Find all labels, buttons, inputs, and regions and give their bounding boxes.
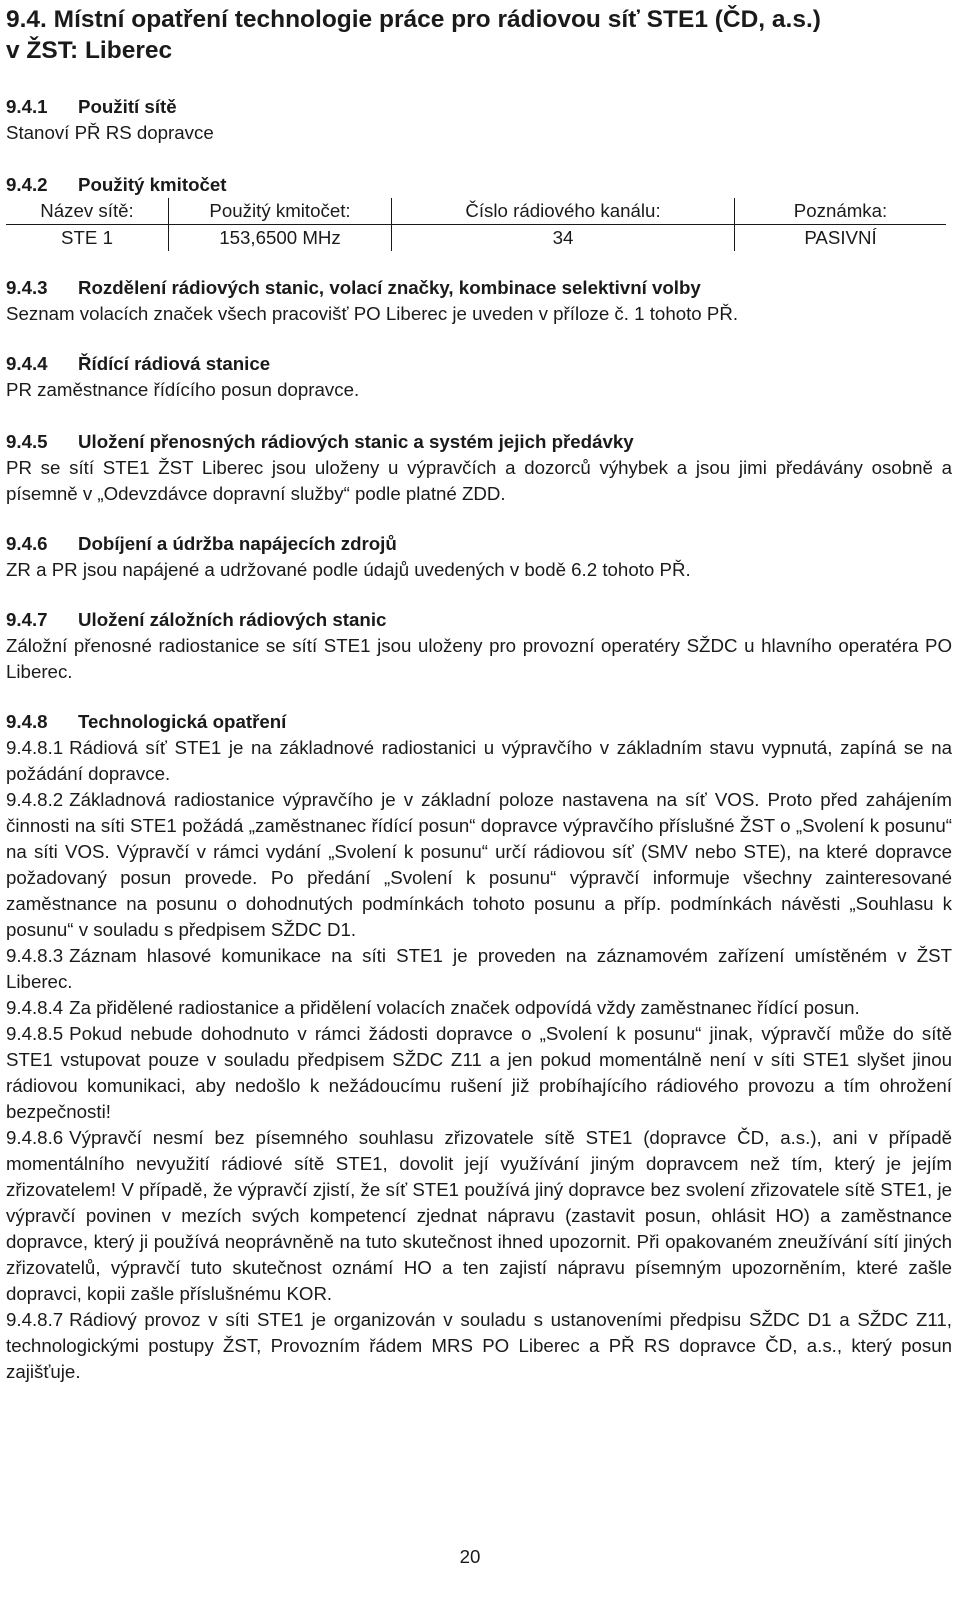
table-cell: 34 [392, 225, 735, 252]
paragraph-9-4-8-4: 9.4.8.4 Za přidělené radiostanice a přidělení volacích značek odpovídá vždy zaměstnanec řídící posun. [6, 997, 860, 1018]
chapter-title [6, 0, 952, 66]
section-heading: 9.4.3 Rozdělení rádiových stanic, volací značky, kombinace selektivní volby [6, 277, 701, 298]
table-header-cell: Poznámka: [735, 198, 947, 225]
table-header-row [6, 198, 946, 225]
table-header-cell: Název sítě: [6, 198, 169, 225]
page-number: 20 [459, 1546, 481, 1567]
section-text: Seznam volacích značek všech pracovišť PO Liberec je uveden v příloze č. 1 tohoto PŘ. [6, 303, 739, 324]
paragraph-9-4-8-6: 9.4.8.6 Výpravčí nesmí bez písemného souhlasu zřizovatele sítě STE1 (dopravce ČD, a.s.), ani v případě momentálního nevyužití rádiové sítě STE1, dovolit její využívání jiným dopravcem než tím, který je jejím zřizovatelem! V případě, že výpravčí zjistí, že síť STE1 používá jiný dopravce bez svolení zřizovatele sítě STE1, je výpravčí povinen v mezích svých kompetencí zjednat nápravu (zastavit posun, ohlásit HO) a zaměstnance dopravce, který ji používá neoprávněně na tuto skutečnost ihned upozornit. Při opakovaném zneužívání sítí jiných zřizovatelů, výpravčí tuto skutečnost oznámí HO a ten zajistí nápravu písemným upozorněním, které zašle dopravci, kopii zašle příslušnému KOR. [6, 1127, 952, 1304]
table-cell: STE 1 [61, 227, 113, 248]
paragraph-9-4-8-3: 9.4.8.3 Záznam hlasové komunikace na síti STE1 je proveden na záznamovém zařízení umístěném v ŽST Liberec. [6, 945, 952, 992]
section-9-4-6 [6, 531, 952, 583]
section-9-4-8 [6, 709, 952, 1385]
section-heading: 9.4.5 Uložení přenosných rádiových stanic a systém jejich předávky [6, 431, 634, 452]
section-9-4-3 [6, 275, 952, 327]
section-text: ZR a PR jsou napájené a udržované podle údajů uvedených v bodě 6.2 tohoto PŘ. [6, 559, 691, 580]
section-9-4-2 [6, 172, 952, 251]
section-heading: 9.4.2 Použitý kmitočet [6, 174, 227, 195]
chapter-title-line-2: v ŽST: Liberec [6, 37, 173, 64]
section-heading: 9.4.6 Dobíjení a údržba napájecích zdrojů [6, 533, 397, 554]
paragraph-9-4-8-5: 9.4.8.5 Pokud nebude dohodnuto v rámci žádosti dopravce o „Svolení k posunu“ jinak, výpravčí může do sítě STE1 vstupovat pouze v souladu předpisem SŽDC Z11 a jen pokud momentálně není v síti STE1 slyšet jinou rádiovou komunikaci, aby nedošlo k nežádoucímu rušení již probíhajícího rádiového provozu a tím ohrožení bezpečnosti! [6, 1023, 952, 1122]
table-row [6, 225, 946, 252]
table-cell: 153,6500 MHz [169, 225, 392, 252]
section-text: Stanoví PŘ RS dopravce [6, 122, 214, 143]
paragraph-9-4-8-7: 9.4.8.7 Rádiový provoz v síti STE1 je organizován v souladu s ustanoveními předpisu SŽDC D1 a SŽDC Z11, technologickými postupy ŽST, Provozním řádem MRS PO Liberec a PŘ RS dopravce ČD, a.s., který posun zajišťuje. [6, 1309, 952, 1382]
section-9-4-1 [6, 94, 952, 146]
section-heading: 9.4.8 Technologická opatření [6, 711, 287, 732]
table-cell: PASIVNÍ [735, 225, 947, 252]
paragraph-9-4-8-1: 9.4.8.1 Rádiová síť STE1 je na základnové radiostanici u výpravčího v základním stavu vypnutá, zapíná se na požádání dopravce. [6, 737, 952, 784]
section-text: PR se sítí STE1 ŽST Liberec jsou uloženy u výpravčích a dozorců výhybek a jsou jimi předávány osobně a písemně v „Odevzdávce dopravní služby“ podle platné ZDD. [6, 457, 952, 504]
section-text: PR zaměstnance řídícího posun dopravce. [6, 379, 360, 400]
section-heading: 9.4.1 Použití sítě [6, 96, 177, 117]
frequency-table [6, 198, 946, 251]
section-heading: 9.4.7 Uložení záložních rádiových stanic [6, 609, 387, 630]
chapter-title-line-1: 9.4. Místní opatření technologie práce pro rádiovou síť STE1 (ČD, a.s.) [6, 6, 821, 33]
table-header-cell: Použitý kmitočet: [169, 198, 392, 225]
document-page [6, 0, 952, 1385]
paragraph-9-4-8-2: 9.4.8.2 Základnová radiostanice výpravčího je v základní poloze nastavena na síť VOS. Proto před zahájením činnosti na síti STE1 požádá „zaměstnanec řídící posun“ dopravce výpravčího příslušné ŽST o „Svolení k posunu“ na síti VOS. Výpravčí v rámci vydání „Svolení k posunu“ určí rádiovou síť (SMV nebo STE), na které dopravce požadovaný posun provede. Po předání „Svolení k posunu“ výpravčí informuje všechny zainteresované zaměstnance na posunu o dohodnutých podmínkách tohoto posunu a příp. podmínkách návěsti „Souhlasu k posunu“ v souladu s předpisem SŽDC D1. [6, 789, 952, 940]
section-9-4-7 [6, 607, 952, 685]
section-9-4-5 [6, 429, 952, 507]
section-heading: 9.4.4 Řídící rádiová stanice [6, 353, 271, 374]
section-9-4-4 [6, 351, 952, 403]
section-text: Záložní přenosné radiostanice se sítí STE1 jsou uloženy pro provozní operatéry SŽDC u hlavního operatéra PO Liberec. [6, 635, 952, 682]
table-header-cell: Číslo rádiového kanálu: [392, 198, 735, 225]
